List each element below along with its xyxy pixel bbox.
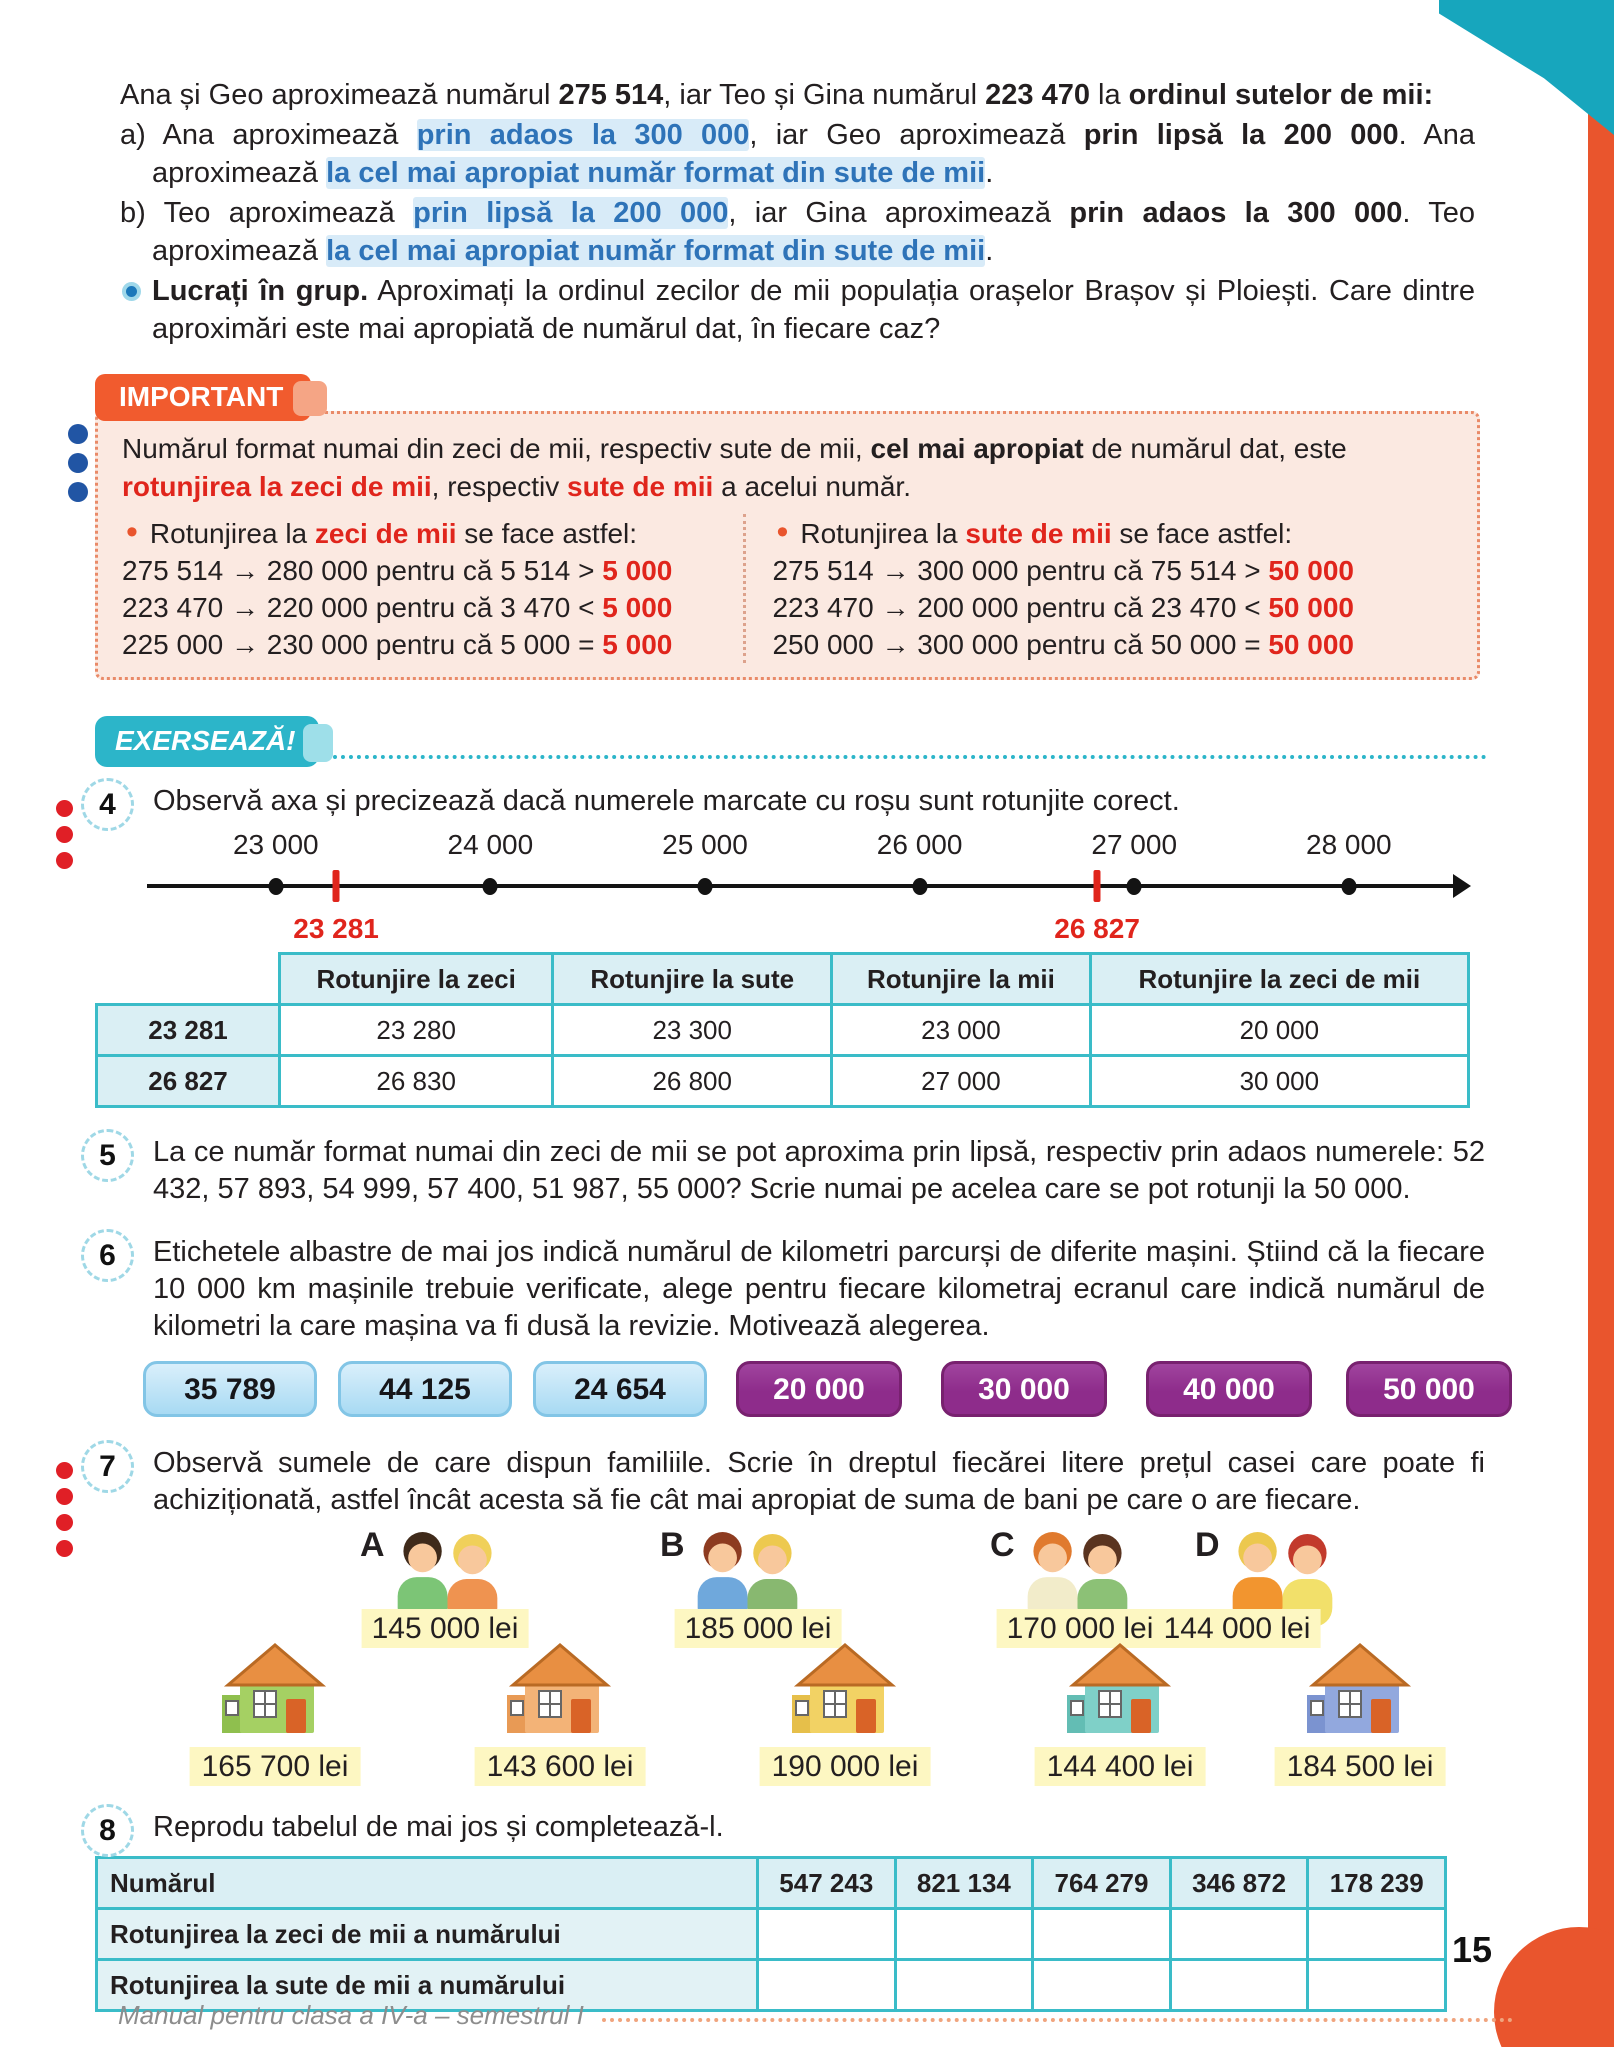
text-segment: cel mai apropiat [870,433,1084,464]
table-header-cell: 547 243 [758,1858,896,1909]
text-segment: , respectiv [431,471,568,502]
km-screen-purple: 20 000 [736,1361,902,1417]
house-icon [220,1639,330,1739]
text-segment: la cel mai apropiat număr format din sute de mii [326,235,986,267]
table-cell: 27 000 [832,1056,1091,1107]
table-cell [1308,1909,1446,1960]
exercise-6 [95,1234,1485,1419]
text-segment: 50 000 [1268,555,1354,586]
intro-section [95,0,1475,348]
completion-table [95,1856,1447,2012]
text-segment: Aproximați la ordinul zecilor de mii populația orașelor Brașov și Ploiești. Care dintre aproximări este mai apropiată de numărul dat, în fiecare caz? [152,275,1475,345]
table-header-cell: 821 134 [895,1858,1033,1909]
house-price: 165 700 lei [190,1747,361,1786]
exercise-7 [95,1445,1485,1795]
km-screen-purple: 50 000 [1346,1361,1512,1417]
family-sum: 145 000 lei [362,1609,529,1648]
red-dot [56,1462,73,1479]
text-segment: de numărul dat, este [1083,433,1347,464]
rounding-tens-thousands-column [122,514,746,663]
exercise-4-text: Observă axa și precizează dacă numerele marcate cu roșu sunt rotunjite corect. [153,785,1180,817]
kilometer-labels [95,1361,1485,1419]
text-segment: prin lipsă la 200 000 [1083,119,1399,151]
exercise-number-badge: 4 [81,778,134,831]
text-segment: Lucrați în grup. [152,275,369,307]
exercise-number-badge: 5 [81,1129,134,1182]
text-segment: . Ana aproximează [152,119,1476,189]
blue-dots-decoration [68,424,88,502]
text-segment: se face astfel: [1111,518,1293,549]
table-row [97,1056,1469,1107]
table-cell: 23 000 [832,1005,1091,1056]
red-dots-decoration [56,1462,73,1557]
exercise-5-text: La ce număr format numai din zeci de mii se pot aproxima prin lipsă, respectiv prin adaos numerele: 52 432, 57 893, 54 999, 57 400, 51 987, 55 000? Scrie numai pe acelea care se pot rotunji la 50 000. [153,1136,1485,1205]
axis-point [697,878,712,895]
text-segment: a acelui număr. [713,471,911,502]
text-segment: la [1089,79,1129,111]
text-segment: 223 470 → 220 000 pentru că 3 470 < [122,592,603,623]
axis-tick-label: 23 000 [232,829,319,860]
red-mark-label: 26 827 [1054,913,1140,944]
house-icon [505,1639,615,1739]
table-header-cell: Numărul [97,1858,758,1909]
table-header-cell: 346 872 [1170,1858,1308,1909]
text-segment: , iar Gina aproximează [728,197,1070,229]
text-segment: 50 000 [1268,592,1354,623]
red-dot [56,1514,73,1531]
text-segment: , iar Geo aproximează [749,119,1084,151]
exercise-5 [95,1134,1485,1208]
number-line [147,826,1469,948]
text-segment: 225 000 → 230 000 pentru că 5 000 = [122,629,603,660]
text-segment: se face astfel: [456,518,638,549]
group-work-text [152,275,1475,345]
table-row [97,1005,1469,1056]
table-cell: 23 280 [280,1005,553,1056]
red-dot [56,800,73,817]
page-number: 15 [1451,1929,1492,1970]
exercise-6-text: Etichetele albastre de mai jos indică numărul de kilometri parcurși de diferite mașini. Știind că la fiecare 10 000 km mașinile trebuie verificate, alege pentru fiecare kilometraj ecranul care indică numărul de kilometri la care mașina va fi dusă la revizie. Motivează alegerea. [153,1236,1485,1342]
blue-dot [68,482,88,502]
axis-point [483,878,498,895]
table-header-cell: Rotunjire la mii [832,954,1091,1005]
table-cell [1170,1909,1308,1960]
text-segment: 5 000 [602,592,673,623]
text-segment: a) Ana aproximează [120,119,417,151]
exercise-8 [95,1809,1485,2012]
axis-tick-label: 26 000 [876,829,963,860]
house-icon [1065,1639,1175,1739]
table-cell: 30 000 [1090,1056,1468,1107]
family-sum: 170 000 lei [997,1609,1164,1648]
text-segment: , iar Teo și Gina numărul [663,79,986,111]
example-line [772,589,1453,626]
text-segment: Numărul format numai din zeci de mii, respectiv sute de mii, [122,433,871,464]
table-cell: 20 000 [1090,1005,1468,1056]
practice-tab: EXERSEAZĂ! [95,716,319,767]
text-segment: 275 514 → 280 000 pentru că 5 514 > [122,555,603,586]
table-cell: 26 800 [553,1056,832,1107]
example-line [772,552,1453,589]
axis-point [912,878,927,895]
text-segment: prin adaos la 300 000 [1069,197,1403,229]
axis-tick-label: 24 000 [447,829,534,860]
table-cell: 26 830 [280,1056,553,1107]
axis-tick-label: 27 000 [1091,829,1178,860]
text-segment: la cel mai apropiat număr format din sute de mii [326,157,986,189]
red-dot [56,826,73,843]
text-segment: sute de mii [965,518,1112,549]
text-segment: ordinul sutelor de mii: [1128,79,1434,111]
family-letter: B [660,1526,685,1564]
bullet-icon [122,282,141,301]
table-header-cell: 178 239 [1308,1858,1446,1909]
page-footer [118,2000,1513,2031]
column-heading [122,514,725,552]
footer-dotted-line [602,2018,1513,2022]
text-segment: 223 470 → 200 000 pentru că 23 470 < [772,592,1269,623]
text-segment: 50 000 [1268,629,1354,660]
red-mark [1094,870,1101,902]
text-segment: sute de mii [567,471,714,502]
red-dot [56,1540,73,1557]
important-section [95,374,1480,680]
right-edge-strip [1588,0,1614,2047]
rounding-table [95,952,1470,1108]
important-intro [122,430,1453,506]
text-segment: 275 514 [558,79,664,111]
house-icon [1305,1639,1415,1739]
table-header-cell: Rotunjire la zeci [280,954,553,1005]
practice-section-header [95,716,1487,767]
text-segment: 223 470 [985,79,1090,111]
footer-text: Manual pentru clasa a IV-a – semestrul I [118,2000,584,2030]
axis-point [268,878,283,895]
house-price: 184 500 lei [1275,1747,1446,1786]
table-cell [758,1909,896,1960]
text-segment: 5 000 [602,629,673,660]
text-segment: . Teo aproximează [152,197,1475,267]
blue-dot [68,453,88,473]
families-houses-figure [95,1527,1485,1795]
column-heading [772,514,1453,552]
exercise-number-badge: 6 [81,1229,134,1282]
rounding-hundreds-thousands-column [746,514,1453,663]
km-screen-purple: 30 000 [941,1361,1107,1417]
exercise-8-text: Reprodu tabelul de mai jos și completează-l. [153,1811,724,1843]
example-line [122,552,725,589]
red-mark-label: 23 281 [293,913,379,944]
exercise-number-badge: 7 [81,1440,134,1493]
red-dot [56,852,73,869]
km-label-blue: 24 654 [533,1361,707,1417]
text-segment: b) Teo aproximează [120,197,414,229]
house-price: 144 400 lei [1035,1747,1206,1786]
house-price: 190 000 lei [760,1747,931,1786]
table-row-label: Rotunjirea la zeci de mii a numărului [97,1909,758,1960]
table-row-label: 26 827 [97,1056,280,1107]
family-sum: 144 000 lei [1154,1609,1321,1648]
red-dots-decoration [56,800,73,869]
table-header-cell: Rotunjire la sute [553,954,832,1005]
text-segment: zeci de mii [314,518,457,549]
text-segment: 5 000 [602,555,673,586]
important-tab: IMPORTANT [95,374,311,421]
intro-item-a [120,116,1475,192]
house-icon [790,1639,900,1739]
table-header-cell: Rotunjire la zeci de mii [1090,954,1468,1005]
example-line [772,626,1453,663]
table-header-cell [97,954,280,1005]
axis-tick-label: 28 000 [1305,829,1392,860]
table-cell: 23 300 [553,1005,832,1056]
family-letter: C [990,1526,1015,1564]
text-segment: prin adaos la 300 000 [416,119,750,151]
text-segment: . [985,157,994,189]
family-sum: 185 000 lei [675,1609,842,1648]
table-cell [1033,1909,1171,1960]
example-line [122,589,725,626]
table-row-label: Rotunjirea la sute de mii a numărului [97,1960,758,2011]
text-segment: 250 000 → 300 000 pentru că 50 000 = [772,629,1269,660]
red-mark [333,870,340,902]
house-price: 143 600 lei [475,1747,646,1786]
important-columns [122,514,1453,663]
example-line [122,626,725,663]
text-segment: Ana și Geo aproximează numărul [120,79,559,111]
text-segment: Rotunjirea la [800,518,966,549]
km-label-blue: 35 789 [143,1361,317,1417]
exercise-7-text: Observă sumele de care dispun familiile. Scrie în dreptul fiecărei litere prețul casei care poate fi achiziționată, astfel încât acesta să fie cât mai apropiat de suma de bani pe care o are fiecare. [153,1447,1485,1516]
intro-lead [120,76,1475,114]
text-segment: prin lipsă la 200 000 [413,197,729,229]
group-work-task [120,272,1475,348]
text-segment: 275 514 → 300 000 pentru că 75 514 > [772,555,1269,586]
number-line-axis [147,884,1455,888]
exercise-4 [95,783,1485,1108]
important-box [95,411,1480,680]
table-row [97,1909,1446,1960]
km-screen-purple: 40 000 [1146,1361,1312,1417]
page-content [95,0,1485,2012]
family-letter: A [360,1526,385,1564]
table-row-label: 23 281 [97,1005,280,1056]
family-letter: D [1195,1526,1220,1564]
table-header-cell: 764 279 [1033,1858,1171,1909]
text-segment: . [985,235,994,267]
intro-item-b [120,194,1475,270]
axis-point [1341,878,1356,895]
text-segment: Rotunjirea la [149,518,315,549]
dotted-divider [333,755,1487,759]
table-cell [895,1909,1033,1960]
text-segment: rotunjirea la zeci de mii [122,471,432,502]
exercise-number-badge: 8 [81,1804,134,1857]
axis-point [1127,878,1142,895]
km-label-blue: 44 125 [338,1361,512,1417]
blue-dot [68,424,88,444]
red-dot [56,1488,73,1505]
axis-tick-label: 25 000 [662,829,748,860]
